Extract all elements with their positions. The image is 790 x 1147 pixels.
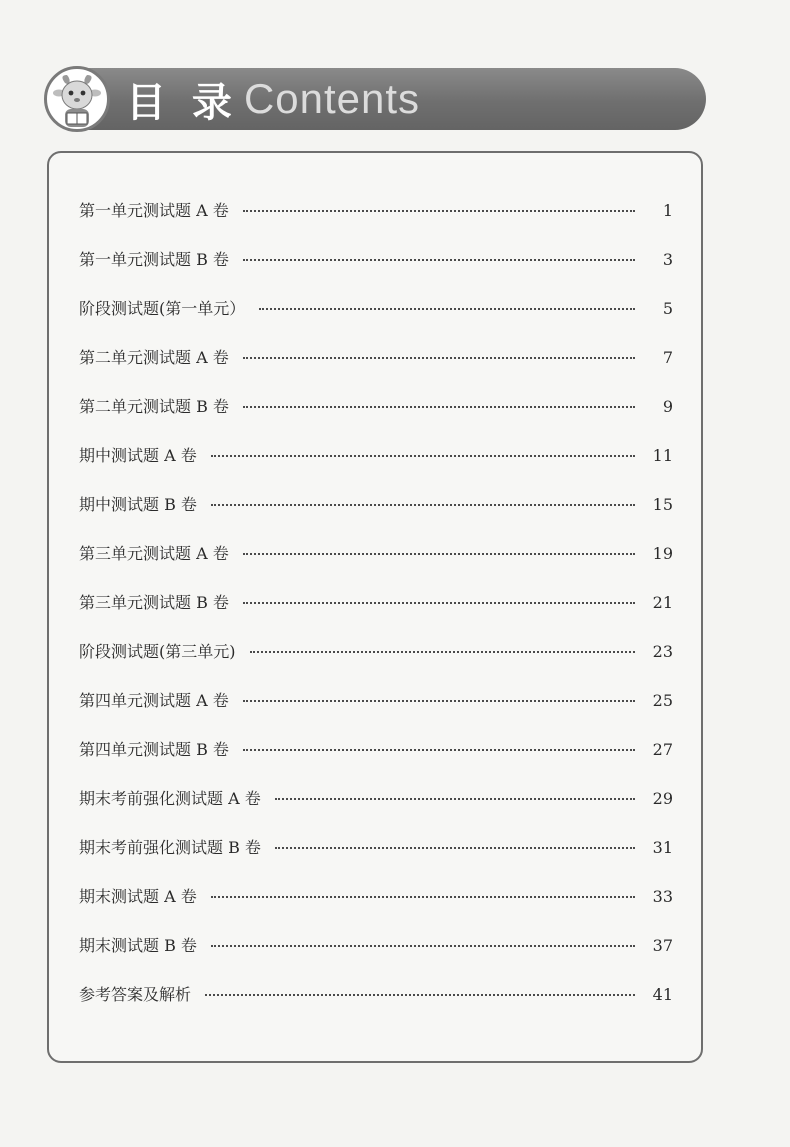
toc-entry-page: 21 [652, 593, 673, 612]
dot-leader [243, 406, 635, 408]
toc-entry[interactable] [79, 933, 673, 982]
toc-list [79, 198, 673, 1031]
toc-entry[interactable] [79, 835, 673, 884]
toc-entry-title: 阶段测试题(第一单元） [79, 299, 246, 318]
toc-entry[interactable] [79, 394, 673, 443]
toc-entry[interactable] [79, 247, 673, 296]
toc-entry-page: 23 [652, 642, 673, 661]
toc-entry-page: 11 [652, 446, 673, 465]
dot-leader [211, 896, 635, 898]
dot-leader [211, 504, 635, 506]
dot-leader [243, 210, 635, 212]
toc-entry-page: 25 [652, 691, 673, 710]
dot-leader [243, 700, 635, 702]
toc-entry-page: 1 [662, 201, 673, 220]
dot-leader [211, 455, 635, 457]
toc-entry[interactable] [79, 737, 673, 786]
toc-entry-page: 41 [652, 985, 673, 1004]
title-english: Contents [243, 75, 421, 122]
toc-entry-title: 参考答案及解析 [79, 985, 192, 1004]
toc-entry[interactable] [79, 590, 673, 639]
toc-entry-page: 7 [662, 348, 673, 367]
toc-entry-title: 第三单元测试题 A 卷 [79, 544, 229, 563]
dot-leader [243, 259, 635, 261]
toc-panel [47, 151, 703, 1063]
toc-entry-page: 27 [652, 740, 673, 759]
dot-leader [243, 749, 635, 751]
toc-entry-title: 第四单元测试题 A 卷 [79, 691, 229, 710]
toc-entry-title: 第三单元测试题 B 卷 [79, 593, 229, 612]
dot-leader [275, 798, 635, 800]
toc-entry[interactable] [79, 639, 673, 688]
toc-entry-page: 9 [662, 397, 673, 416]
dot-leader [243, 357, 635, 359]
dot-leader [259, 308, 635, 310]
dot-leader [275, 847, 635, 849]
toc-entry[interactable] [79, 296, 673, 345]
title-chinese: 目 录 [126, 79, 238, 126]
toc-entry[interactable] [79, 688, 673, 737]
toc-entry-page: 37 [652, 936, 673, 955]
toc-entry-title: 期中测试题 B 卷 [79, 495, 197, 514]
dot-leader [243, 602, 635, 604]
toc-entry-title: 期末测试题 B 卷 [79, 936, 197, 955]
toc-entry-title: 第二单元测试题 B 卷 [79, 397, 229, 416]
toc-entry-page: 19 [652, 544, 673, 563]
toc-entry-title: 第二单元测试题 A 卷 [79, 348, 229, 367]
toc-entry-page: 31 [652, 838, 673, 857]
toc-entry-page: 29 [652, 789, 673, 808]
toc-entry-title: 期末考前强化测试题 B 卷 [79, 838, 261, 857]
dot-leader [243, 553, 635, 555]
toc-entry[interactable] [79, 198, 673, 247]
toc-entry[interactable] [79, 345, 673, 394]
toc-entry-title: 阶段测试题(第三单元) [79, 642, 236, 661]
toc-entry-title: 期末测试题 A 卷 [79, 887, 197, 906]
page-title [126, 74, 420, 124]
toc-entry-page: 33 [652, 887, 673, 906]
dot-leader [205, 994, 635, 996]
toc-entry-title: 第一单元测试题 B 卷 [79, 250, 229, 269]
toc-entry[interactable] [79, 786, 673, 835]
toc-entry-page: 5 [662, 299, 673, 318]
toc-entry-title: 第四单元测试题 B 卷 [79, 740, 229, 759]
toc-entry-page: 3 [662, 250, 673, 269]
toc-entry[interactable] [79, 982, 673, 1031]
toc-entry[interactable] [79, 443, 673, 492]
toc-entry-page: 15 [652, 495, 673, 514]
toc-entry-title: 期末考前强化测试题 A 卷 [79, 789, 261, 808]
dot-leader [250, 651, 636, 653]
toc-entry[interactable] [79, 884, 673, 933]
toc-entry-title: 期中测试题 A 卷 [79, 446, 197, 465]
toc-entry-title: 第一单元测试题 A 卷 [79, 201, 229, 220]
goat-mascot-icon [44, 66, 110, 132]
toc-entry[interactable] [79, 541, 673, 590]
dot-leader [211, 945, 635, 947]
toc-entry[interactable] [79, 492, 673, 541]
